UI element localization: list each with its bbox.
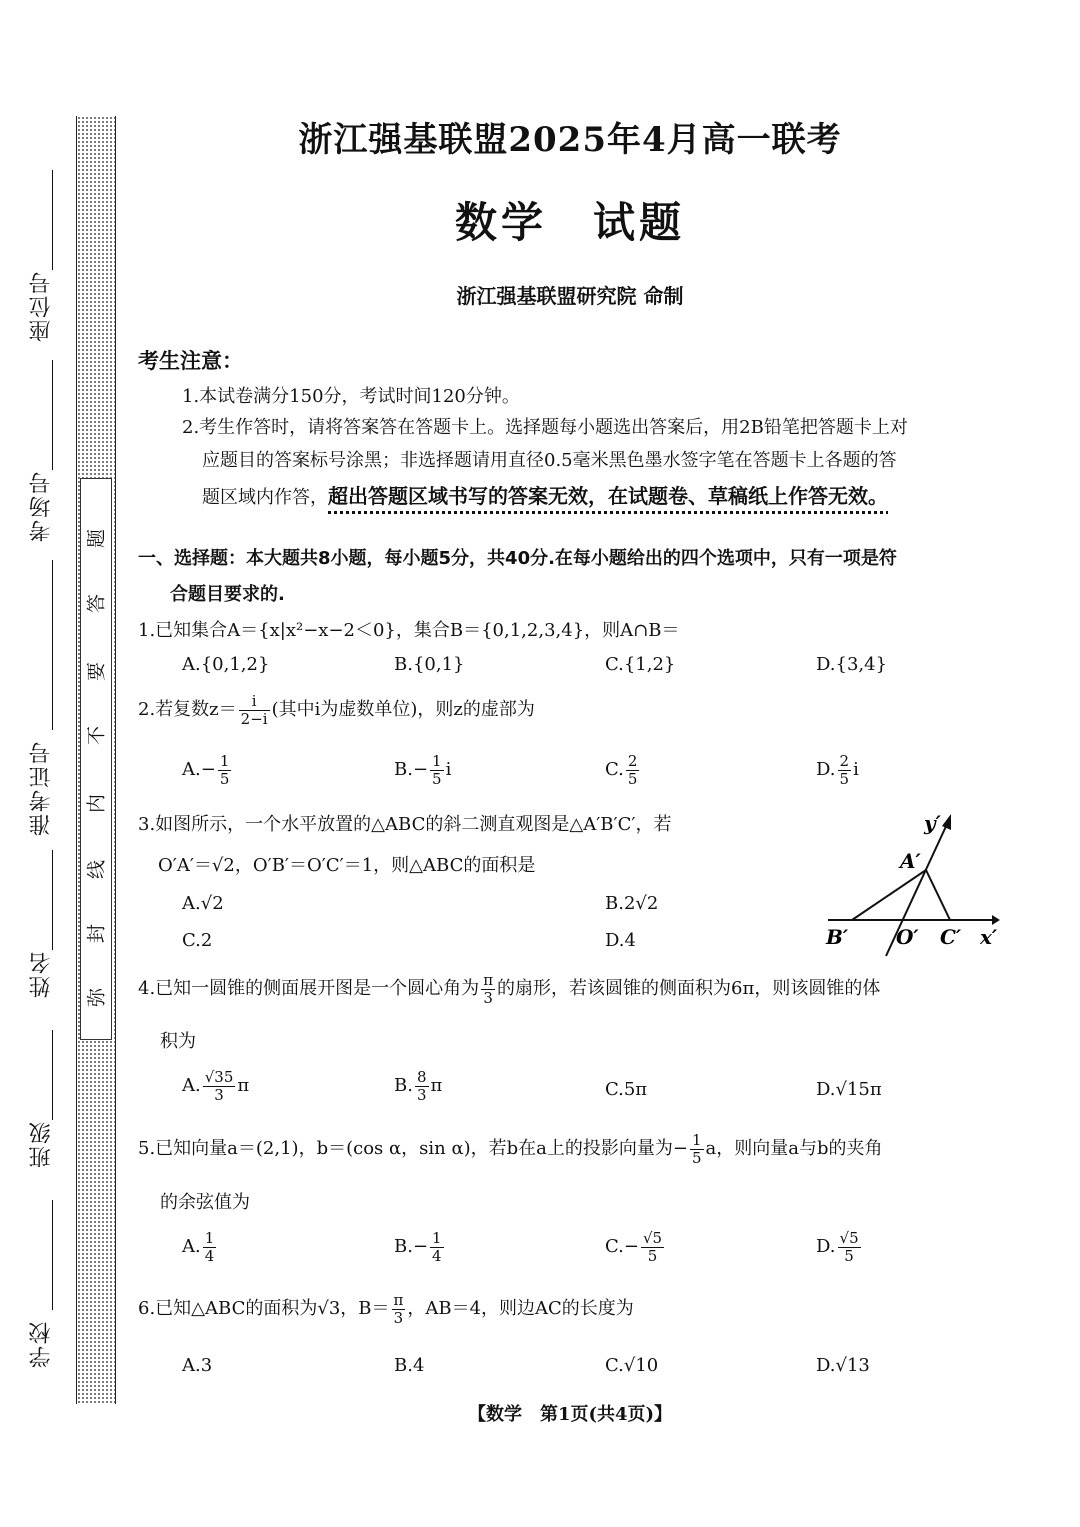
question-2-fraction — [239, 693, 270, 727]
question-5-stem-b: a，则向量a与b的夹角 — [705, 1138, 883, 1159]
admission-number-label: 准考证号 — [29, 740, 54, 836]
binding-char: 内 — [85, 794, 108, 814]
question-6-stem-a: 6.已知△ABC的面积为√3，B＝ — [138, 1298, 390, 1319]
option-fraction — [430, 1230, 444, 1264]
option-fraction — [218, 753, 232, 787]
option-label: D. — [816, 1236, 836, 1257]
frac-denominator: 4 — [432, 1246, 442, 1265]
frac-numerator: π — [483, 971, 494, 989]
option-label: B. — [394, 1075, 413, 1096]
question-4-fraction — [481, 972, 495, 1006]
question-4-option-a — [182, 1069, 249, 1103]
question-4-stem-b: 的扇形，若该圆锥的侧面积为6π，则该圆锥的体 — [497, 978, 881, 999]
pi-symbol: π — [430, 1075, 443, 1096]
label-o-prime: O′ — [896, 925, 919, 949]
question-6-option-c: C.√10 — [605, 1355, 659, 1376]
question-4-stem-a: 4.已知一圆锥的侧面展开图是一个圆心角为 — [138, 978, 480, 999]
frac-numerator: i — [239, 693, 270, 711]
notice-item-2-line-1: 2.考生作答时，请将答案答在答题卡上。选择题每小题选出答案后，用2B铅笔把答题卡上对 — [182, 417, 908, 438]
frac-denominator: 5 — [219, 769, 230, 788]
option-label: D. — [816, 759, 836, 780]
option-label: B.− — [394, 759, 429, 780]
question-4-stem-line-2: 积为 — [160, 1031, 196, 1052]
question-2-option-a — [182, 753, 233, 787]
name-label: 姓名 — [29, 950, 54, 998]
exam-title: 浙江强基联盟2025年4月高一联考 — [298, 120, 842, 160]
option-fraction — [415, 1069, 429, 1103]
option-fraction — [626, 753, 640, 787]
notice-heading: 考生注意： — [138, 349, 243, 373]
binding-char: 弥 — [85, 988, 108, 1008]
binding-warning-box — [80, 478, 112, 1040]
binding-char: 不 — [85, 726, 108, 746]
frac-denominator: 3 — [393, 1308, 404, 1327]
question-5-stem-line-2: 的余弦值为 — [160, 1192, 250, 1213]
question-5-option-c — [605, 1230, 666, 1264]
option-label: C.− — [605, 1236, 639, 1257]
question-2-stem-b: (其中i为虚数单位)，则z的虚部为 — [271, 699, 535, 720]
binding-char: 题 — [85, 529, 108, 549]
question-4-option-c: C.5π — [605, 1079, 648, 1100]
name-line — [52, 850, 53, 950]
label-y-prime: y′ — [924, 811, 941, 835]
frac-numerator: 2 — [627, 752, 638, 770]
question-2-stem — [138, 693, 535, 727]
admission-number-line — [52, 560, 53, 730]
question-5-stem-line-1 — [138, 1132, 883, 1166]
frac-denominator: 2−i — [240, 709, 268, 728]
frac-numerator: 1 — [432, 1229, 442, 1247]
question-1-option-b: B.{0,1} — [394, 654, 465, 675]
question-3-option-b: B.2√2 — [605, 893, 659, 914]
binding-char: 封 — [85, 924, 108, 944]
question-2-stem-a: 2.若复数z＝ — [138, 699, 237, 720]
question-2-option-d — [816, 753, 859, 787]
question-4-option-b — [394, 1069, 442, 1103]
option-fraction — [838, 753, 852, 787]
option-fraction — [203, 1230, 217, 1264]
question-5-fraction — [690, 1132, 704, 1166]
question-6-stem-b: ，AB＝4，则边AC的长度为 — [407, 1298, 634, 1319]
option-fraction — [203, 1069, 236, 1103]
option-label: B.− — [394, 1236, 429, 1257]
question-5-option-b — [394, 1230, 446, 1264]
option-label: A. — [182, 1236, 201, 1257]
label-c-prime: C′ — [940, 925, 962, 949]
question-6-option-d: D.√13 — [816, 1355, 870, 1376]
binding-char: 线 — [85, 860, 108, 880]
frac-numerator: √5 — [642, 1229, 663, 1247]
notice-emphasis-text: 超出答题区域书写的答案无效，在试题卷、草稿纸上作答无效。 — [328, 484, 888, 508]
school-label: 学校 — [29, 1320, 54, 1368]
x-axis-arrow — [992, 915, 1000, 925]
option-label: C. — [605, 759, 624, 780]
question-4-option-d: D.√15π — [816, 1079, 882, 1100]
class-line — [52, 1030, 53, 1120]
question-1-option-a: A.{0,1,2} — [182, 654, 270, 675]
label-b-prime: B′ — [826, 925, 849, 949]
imaginary-unit: i — [445, 759, 452, 780]
imaginary-unit: i — [853, 759, 859, 780]
question-6-stem — [138, 1292, 634, 1326]
question-2-option-c — [605, 753, 641, 787]
frac-denominator: 5 — [844, 1246, 854, 1265]
frac-denominator: 5 — [432, 769, 442, 788]
notice-item-2-line-3 — [202, 480, 888, 509]
frac-numerator: 1 — [219, 752, 230, 770]
notice-plain-text: 题区域内作答， — [202, 487, 328, 508]
frac-denominator: 4 — [204, 1246, 215, 1265]
frac-numerator: √35 — [204, 1068, 234, 1086]
frac-numerator: 2 — [839, 752, 850, 770]
option-fraction — [430, 753, 444, 787]
frac-numerator: 1 — [691, 1131, 702, 1149]
frac-numerator: 1 — [432, 752, 442, 770]
frac-numerator: 8 — [416, 1068, 427, 1086]
exam-room-line — [52, 360, 53, 470]
question-3-stem-line-1: 3.如图所示，一个水平放置的△ABC的斜二测直观图是△A′B′C′，若 — [138, 814, 672, 835]
frac-denominator: 3 — [483, 988, 493, 1007]
question-1-stem: 1.已知集合A＝{x|x²−x−2＜0}，集合B＝{0,1,2,3,4}，则A∩B＝ — [138, 620, 680, 641]
frac-denominator: 3 — [214, 1085, 224, 1104]
seat-number-label: 座位号 — [29, 270, 54, 342]
question-1-option-d: D.{3,4} — [816, 654, 888, 675]
section-heading-line-1: 一、选择题：本大题共8小题，每小题5分，共40分.在每小题给出的四个选项中，只有一项是符 — [138, 548, 897, 569]
question-2-option-b — [394, 753, 451, 787]
label-x-prime: x′ — [980, 925, 998, 949]
frac-numerator: 1 — [204, 1229, 215, 1247]
question-3-option-d: D.4 — [605, 930, 636, 951]
option-fraction — [838, 1230, 861, 1264]
question-5-option-a — [182, 1230, 218, 1264]
question-3-figure — [820, 808, 1010, 958]
option-fraction — [641, 1230, 664, 1264]
notice-item-2-line-2: 应题目的答案标号涂黑；非选择题请用直径0.5毫米黑色墨水签字笔在答题卡上各题的答 — [202, 450, 897, 471]
question-3-stem-line-2: O′A′＝√2，O′B′＝O′C′＝1，则△ABC的面积是 — [158, 855, 536, 876]
question-3-option-a: A.√2 — [182, 893, 224, 914]
exam-subject: 数学 试题 — [454, 198, 685, 247]
frac-numerator: π — [393, 1291, 404, 1309]
frac-denominator: 5 — [691, 1148, 702, 1167]
question-5-option-d — [816, 1230, 863, 1264]
frac-numerator: √5 — [839, 1229, 859, 1247]
school-line — [52, 1200, 53, 1310]
notice-item-1: 1.本试卷满分150分，考试时间120分钟。 — [182, 386, 520, 407]
exam-room-label: 考场号 — [29, 470, 54, 542]
question-4-stem-line-1 — [138, 972, 880, 1006]
question-3-option-c: C.2 — [182, 930, 213, 951]
frac-denominator: 3 — [416, 1085, 427, 1104]
class-label: 班级 — [29, 1120, 54, 1168]
segment-a-c — [926, 870, 950, 920]
section-heading-line-2: 合题目要求的. — [170, 584, 285, 605]
question-5-stem-a: 5.已知向量a＝(2,1)，b＝(cos α，sin α)，若b在a上的投影向量为− — [138, 1138, 688, 1159]
exam-maker: 浙江强基联盟研究院 命制 — [456, 284, 684, 308]
pi-symbol: π — [237, 1075, 250, 1096]
frac-denominator: 5 — [627, 769, 638, 788]
page-footer: 【数学 第1页(共4页)】 — [467, 1404, 673, 1425]
question-1-option-c: C.{1,2} — [605, 654, 676, 675]
binding-char: 答 — [85, 594, 108, 614]
binding-char: 要 — [85, 662, 108, 682]
question-6-option-b: B.4 — [394, 1355, 425, 1376]
question-6-option-a: A.3 — [182, 1355, 213, 1376]
label-a-prime: A′ — [900, 849, 921, 873]
frac-denominator: 5 — [839, 769, 850, 788]
option-label: A. — [182, 1075, 201, 1096]
frac-denominator: 5 — [647, 1246, 658, 1265]
option-label: A.− — [182, 759, 216, 780]
y-axis-arrow — [942, 814, 951, 830]
question-6-fraction — [392, 1292, 406, 1326]
